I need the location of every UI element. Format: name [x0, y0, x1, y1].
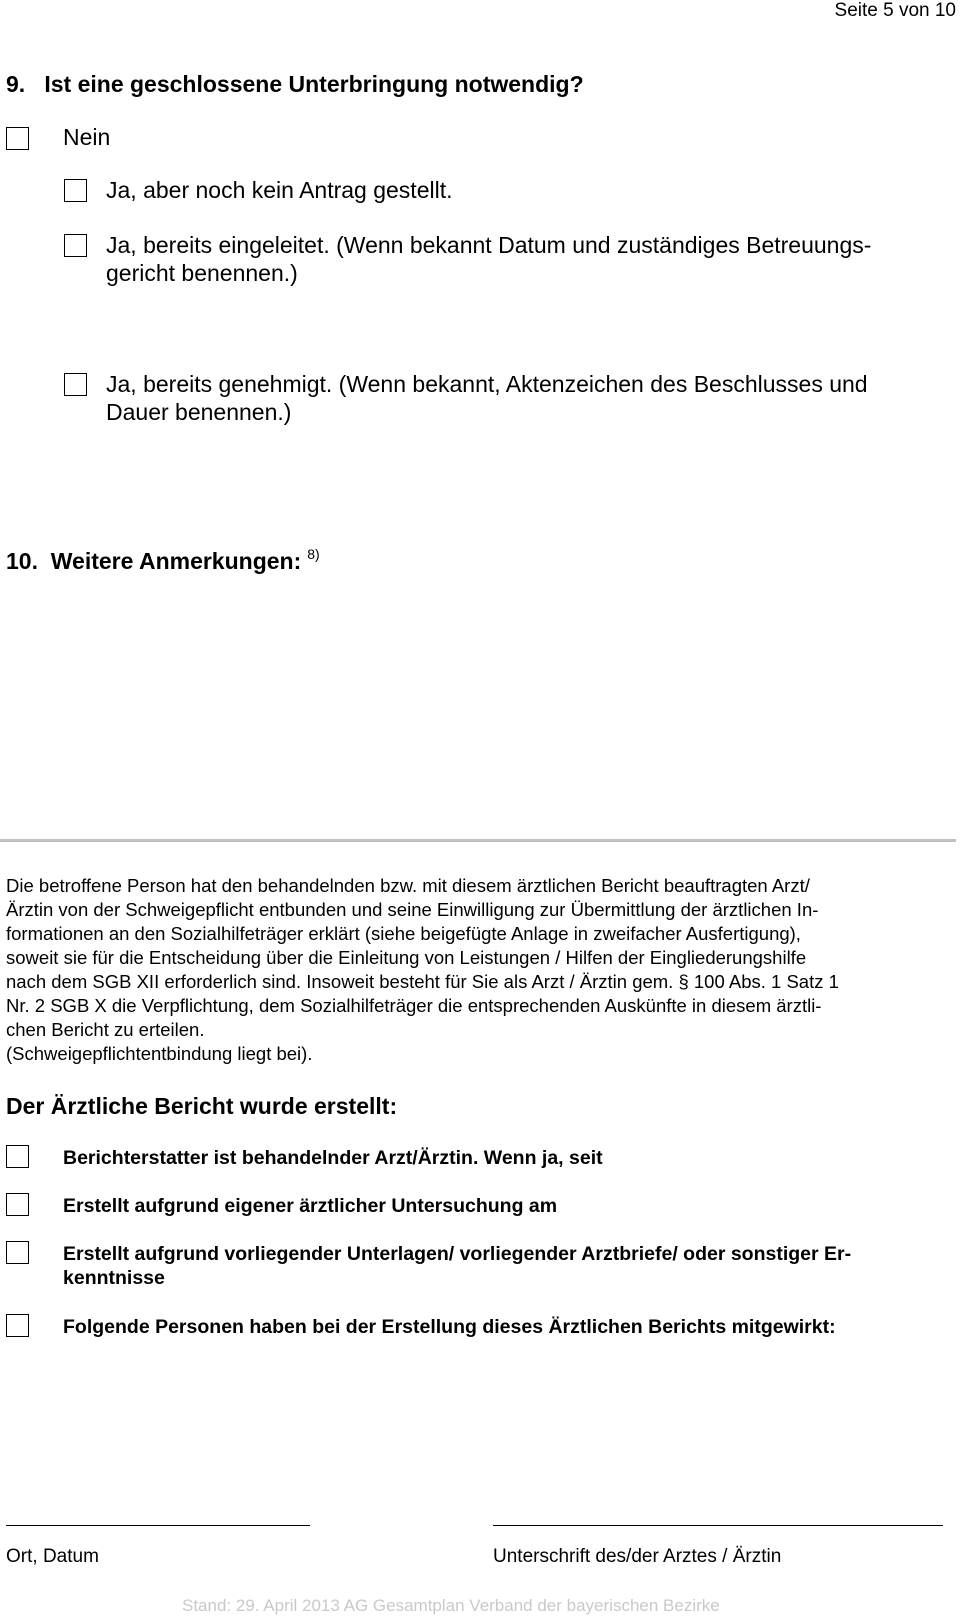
report-item-vorliegende-unterlagen — [63, 1242, 851, 1290]
report-item-line1: Erstellt aufgrund vorliegender Unterlagen/ vorliegender Arztbriefe/ oder sonstiger Er- — [63, 1243, 852, 1265]
checkbox-ja-kein-antrag[interactable] — [64, 179, 87, 202]
option-ja-genehmigt-line2: Dauer benennen.) — [106, 399, 292, 425]
report-item-eigene-untersuchung: Erstellt aufgrund eigener ärztlicher Untersuchung am — [63, 1195, 558, 1217]
consent-line: chen Bericht zu erteilen. — [6, 1019, 205, 1040]
report-item-behandelnder-arzt: Berichterstatter ist behandelnder Arzt/Ärztin. Wenn ja, seit — [63, 1147, 603, 1169]
consent-line: soweit sie für die Entscheidung über die Einleitung von Leistungen / Hilfen der Eingliederungshilfe — [6, 947, 807, 968]
report-heading: Der Ärztliche Bericht wurde erstellt: — [6, 1093, 398, 1119]
place-date-line — [6, 1525, 310, 1526]
signature-line — [493, 1525, 943, 1526]
option-ja-eingeleitet-label — [106, 231, 871, 287]
consent-line: Ärztin von der Schweigepflicht entbunden und seine Einwilligung zur Übermittlung der ärztlichen In- — [6, 899, 819, 920]
consent-line: formationen an den Sozialhilfeträger erklärt (siehe beigefügte Anlage in zweifacher Ausfertigung), — [6, 923, 801, 944]
report-item-line2: kenntnisse — [63, 1267, 165, 1289]
consent-line: Die betroffene Person hat den behandelnden bzw. mit diesem ärztlichen Bericht beauftragten Arzt/ — [6, 875, 810, 896]
section-9-heading: 9. Ist eine geschlossene Unterbringung notwendig? — [6, 71, 584, 97]
option-ja-kein-antrag-label: Ja, aber noch kein Antrag gestellt. — [106, 177, 453, 203]
consent-line: nach dem SGB XII erforderlich sind. Insoweit besteht für Sie als Arzt / Ärztin gem. § 100 Abs. 1 Satz 1 — [6, 971, 839, 992]
option-ja-eingeleitet-line1: Ja, bereits eingeleitet. (Wenn bekannt Datum und zuständiges Betreuungs- — [106, 232, 872, 258]
checkbox-nein[interactable] — [6, 127, 29, 150]
consent-line: Nr. 2 SGB X die Verpflichtung, dem Sozialhilfeträger die entsprechenden Auskünfte in diesem ärztli- — [6, 995, 822, 1016]
section-10-title: 10. Weitere Anmerkungen: — [6, 548, 302, 574]
checkbox-ja-eingeleitet[interactable] — [64, 234, 87, 257]
option-nein-label: Nein — [63, 124, 111, 150]
option-ja-eingeleitet-line2: gericht benennen.) — [106, 260, 298, 286]
section-10-heading — [6, 548, 320, 575]
divider — [0, 839, 956, 842]
checkbox-ja-genehmigt[interactable] — [64, 373, 87, 396]
footnote-marker: 8) — [307, 546, 320, 562]
report-item-mitwirkende-personen: Folgende Personen haben bei der Erstellung dieses Ärztlichen Berichts mitgewirkt: — [63, 1316, 836, 1338]
place-date-label: Ort, Datum — [6, 1546, 99, 1567]
checkbox-mitwirkende-personen[interactable] — [6, 1314, 29, 1337]
consent-paragraph — [6, 874, 954, 1066]
checkbox-behandelnder-arzt[interactable] — [6, 1145, 29, 1168]
page-number: Seite 5 von 10 — [834, 0, 956, 21]
option-ja-genehmigt-line1: Ja, bereits genehmigt. (Wenn bekannt, Aktenzeichen des Beschlusses und — [106, 371, 868, 397]
checkbox-eigene-untersuchung[interactable] — [6, 1193, 29, 1216]
option-ja-genehmigt-label — [106, 370, 868, 426]
footer: Stand: 29. April 2013 AG Gesamtplan Verband der bayerischen Bezirke — [182, 1596, 720, 1615]
consent-line: (Schweigepflichtentbindung liegt bei). — [6, 1043, 313, 1064]
checkbox-vorliegende-unterlagen[interactable] — [6, 1241, 29, 1264]
signature-label: Unterschrift des/der Arztes / Ärztin — [493, 1546, 782, 1567]
